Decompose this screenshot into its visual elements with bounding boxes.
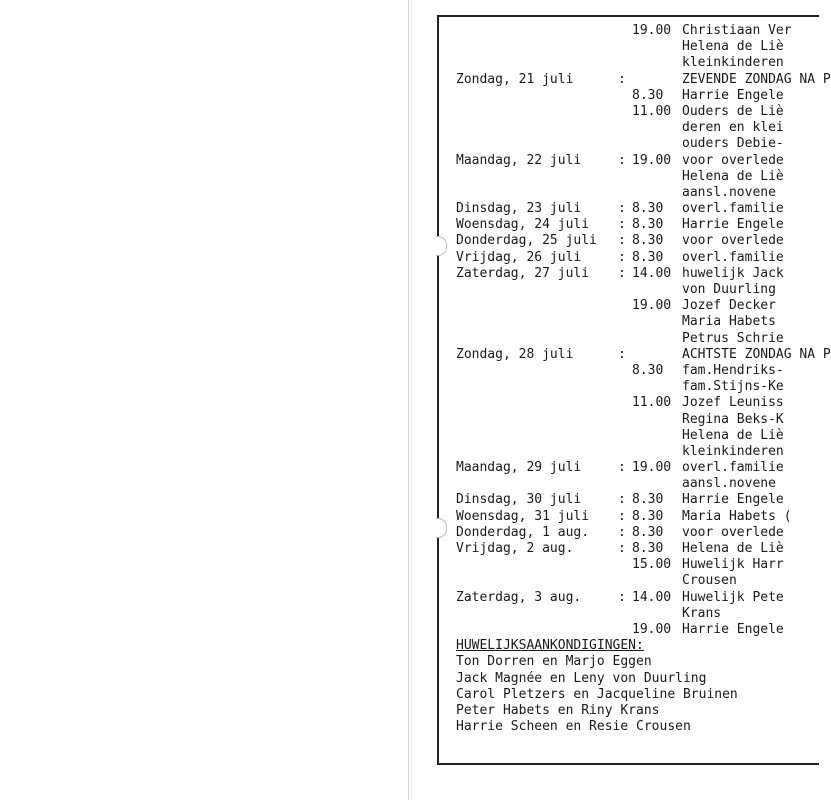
schedule-intention: von Duurling (682, 282, 776, 297)
schedule-intention: voor overlede (682, 152, 784, 168)
schedule-intention: Helena de Liè (682, 541, 784, 556)
schedule-time: 8.30 (632, 541, 664, 556)
schedule-intention: deren en klei (682, 120, 784, 136)
schedule-row (456, 379, 800, 395)
schedule-row (456, 169, 800, 185)
schedule-time: 11.00 (632, 395, 672, 411)
mass-schedule-sheet (456, 23, 831, 735)
schedule-intention: voor overlede (682, 524, 784, 540)
schedule-row (456, 346, 831, 363)
schedule-intention: Helena de Liè (682, 39, 784, 55)
schedule-intention: Huwelijk Pete (682, 589, 784, 605)
schedule-intention: aansl.novene (682, 184, 776, 200)
schedule-row (456, 395, 800, 411)
schedule-row (456, 590, 800, 606)
schedule-row (456, 233, 800, 249)
schedule-row (456, 606, 800, 622)
schedule-row (456, 266, 800, 282)
schedule-time: 8.30 (632, 217, 664, 233)
schedule-time: 8.30 (632, 492, 664, 508)
schedule-intention: Krans (682, 605, 722, 621)
marriage-announcements (456, 638, 800, 735)
schedule-date: Zaterdag, 27 juli (456, 265, 590, 281)
page-fold-line (408, 0, 409, 800)
schedule-separator: : (618, 492, 626, 508)
schedule-separator: : (618, 541, 626, 556)
schedule-row (456, 185, 800, 201)
schedule-intention: Harrie Engele (682, 87, 784, 103)
schedule-intention: Maria Habets (682, 314, 776, 330)
schedule-time: 8.30 (632, 201, 664, 217)
schedule-row (456, 444, 800, 460)
schedule-row (456, 557, 800, 573)
schedule-row (456, 88, 800, 104)
schedule-intention: voor overlede (682, 233, 784, 249)
schedule-row (456, 71, 831, 88)
schedule-time: 8.30 (632, 508, 664, 524)
schedule-separator: : (618, 249, 626, 265)
schedule-intention: Maria Habets ( (682, 508, 792, 524)
schedule-intention: Crousen (682, 573, 737, 589)
schedule-intention: ouders Debie- (682, 136, 784, 152)
schedule-separator: : (618, 201, 626, 217)
schedule-row (456, 363, 800, 379)
schedule-row (456, 541, 800, 557)
schedule-row (456, 55, 800, 71)
schedule-row (456, 282, 800, 298)
schedule-intention: Helena de Liè (682, 168, 784, 184)
page-fold-shadow (411, 0, 412, 800)
mass-schedule-list (456, 23, 831, 638)
schedule-time: 14.00 (632, 265, 672, 281)
schedule-date: Zondag, 28 juli (456, 346, 574, 362)
schedule-row (456, 120, 800, 136)
schedule-separator: : (618, 524, 626, 540)
schedule-row (456, 476, 800, 492)
schedule-time: 8.30 (632, 87, 664, 103)
schedule-row (456, 492, 800, 508)
schedule-intention: Huwelijk Harr (682, 557, 784, 573)
schedule-separator: : (618, 233, 626, 249)
schedule-row (456, 314, 800, 330)
schedule-intention: Jozef Decker (682, 298, 776, 314)
announcement-item: Harrie Scheen en Resie Crousen (456, 719, 691, 735)
schedule-intention: Harrie Engele (682, 621, 784, 637)
schedule-date: Woensdag, 31 juli (456, 508, 590, 524)
schedule-intention: overl.familie (682, 460, 784, 476)
schedule-row (456, 39, 800, 55)
schedule-time: 11.00 (632, 103, 672, 119)
schedule-date: Maandag, 29 juli (456, 460, 582, 476)
schedule-row (456, 573, 800, 589)
schedule-time: 8.30 (632, 249, 664, 265)
schedule-separator: : (618, 589, 626, 605)
schedule-date: Dinsdag, 30 juli (456, 492, 582, 508)
schedule-intention: aansl.novene (682, 476, 776, 492)
schedule-separator: : (618, 460, 626, 476)
schedule-row (456, 23, 800, 39)
schedule-row (456, 104, 800, 120)
schedule-intention: fam.Stijns-Ke (682, 379, 784, 395)
schedule-separator: : (618, 217, 626, 233)
schedule-separator: : (618, 265, 626, 281)
schedule-date: Donderdag, 1 aug. (456, 524, 590, 540)
schedule-date: Zondag, 21 juli (456, 71, 574, 87)
schedule-intention: Helena de Liè (682, 427, 784, 443)
schedule-time: 19.00 (632, 23, 672, 38)
schedule-intention: Harrie Engele (682, 217, 784, 233)
schedule-intention: Petrus Schrie (682, 330, 784, 346)
announcement-item: Peter Habets en Riny Krans (456, 702, 660, 718)
announcements-list (456, 654, 800, 735)
schedule-row (456, 525, 800, 541)
schedule-intention: kleinkinderen (682, 55, 784, 71)
schedule-intention: ACHTSTE ZONDAG NA P (682, 346, 831, 362)
schedule-intention: Regina Beks-K (682, 411, 784, 427)
schedule-row (456, 201, 800, 217)
schedule-separator: : (618, 152, 626, 168)
schedule-time: 8.30 (632, 524, 664, 540)
schedule-date: Vrijdag, 2 aug. (456, 541, 574, 556)
schedule-date: Vrijdag, 26 juli (456, 249, 582, 265)
schedule-separator: : (618, 71, 626, 87)
schedule-date: Maandag, 22 juli (456, 152, 582, 168)
schedule-date: Zaterdag, 3 aug. (456, 589, 582, 605)
schedule-intention: Ouders de Liè (682, 103, 784, 119)
schedule-intention: ZEVENDE ZONDAG NA P (682, 71, 831, 87)
schedule-row (456, 460, 800, 476)
schedule-time: 8.30 (632, 233, 664, 249)
schedule-intention: Harrie Engele (682, 492, 784, 508)
schedule-time: 19.00 (632, 152, 672, 168)
schedule-time: 15.00 (632, 557, 672, 573)
schedule-intention: Christiaan Ver (682, 23, 792, 38)
schedule-date: Woensdag, 24 juli (456, 217, 590, 233)
schedule-row (456, 622, 800, 638)
schedule-time: 14.00 (632, 589, 672, 605)
schedule-row (456, 136, 800, 152)
announcement-item: Ton Dorren en Marjo Eggen (456, 654, 652, 670)
schedule-intention: Jozef Leuniss (682, 395, 784, 411)
schedule-intention: overl.familie (682, 201, 784, 217)
schedule-intention: kleinkinderen (682, 443, 784, 459)
schedule-row (456, 509, 800, 525)
schedule-date: Donderdag, 25 juli (456, 233, 597, 249)
schedule-date: Dinsdag, 23 juli (456, 201, 582, 217)
schedule-time: 19.00 (632, 460, 672, 476)
schedule-time: 19.00 (632, 621, 672, 637)
schedule-row (456, 412, 800, 428)
schedule-time: 8.30 (632, 362, 664, 378)
schedule-separator: : (618, 346, 626, 362)
schedule-intention: huwelijk Jack (682, 265, 784, 281)
announcement-item: Carol Pletzers en Jacqueline Bruinen (456, 686, 738, 702)
schedule-separator: : (618, 508, 626, 524)
schedule-intention: fam.Hendriks- (682, 362, 784, 378)
schedule-row (456, 250, 800, 266)
schedule-row (456, 153, 800, 169)
announcement-item: Jack Magnée en Leny von Duurling (456, 670, 707, 686)
schedule-time: 19.00 (632, 298, 672, 314)
schedule-row (456, 331, 800, 347)
schedule-row (456, 428, 800, 444)
schedule-intention: overl.familie (682, 249, 784, 265)
schedule-row (456, 217, 800, 233)
announcements-heading: HUWELIJKSAANKONDIGINGEN: (456, 638, 644, 654)
schedule-row (456, 298, 800, 314)
